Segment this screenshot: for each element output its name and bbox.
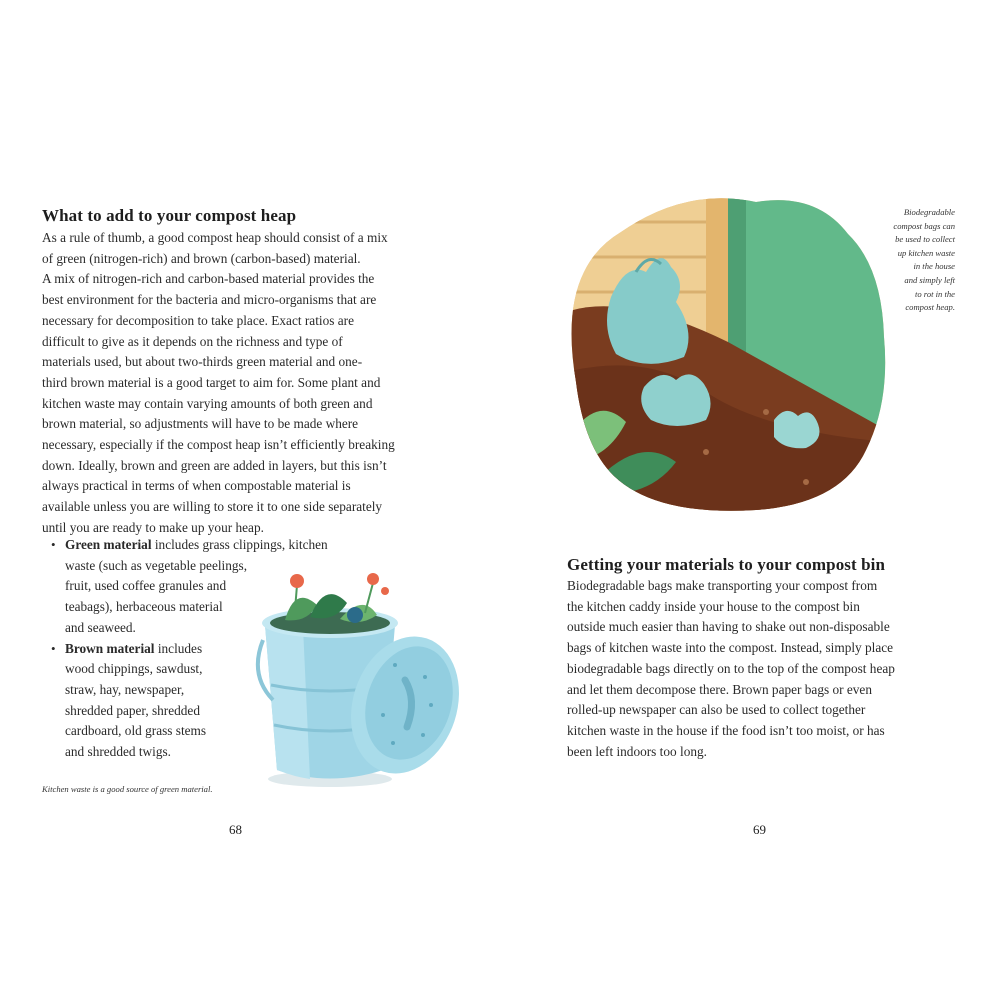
text-line: biodegradable bags directly on to the top of the compost heap [567,660,895,676]
right-page [500,0,1000,1000]
text-line: the kitchen caddy inside your house to the compost bin [567,598,860,614]
caption-line: and simply left [904,274,955,285]
body-paragraph [567,576,895,762]
text-line: down. Ideally, brown and green are added in layers, but this isn’t [42,457,387,473]
text-line: bags of kitchen waste into the compost. Instead, simply place [567,640,894,656]
text-line: Biodegradable bags make transporting your compost from [567,578,878,593]
text-line: rolled-up newspaper can also be used to collect together [567,702,866,718]
caddy-caption: Kitchen waste is a good source of green material. [42,784,213,794]
text-line: difficult to give as it depends on the richness and type of [42,333,343,349]
bullet-text: straw, hay, newspaper, [65,681,185,697]
bullet-text: and seaweed. [65,619,136,635]
compost-bags-illustration [566,192,890,516]
bullet-text: shredded paper, shredded [65,702,200,718]
caption-line: up kitchen waste [897,247,955,258]
text-line: A mix of nitrogen-rich and carbon-based material provides the [42,271,375,287]
page-number-right: 69 [753,822,766,837]
text-line: necessary, especially if the compost heap isn’t efficiently breaking [42,437,395,453]
bullet-term: Brown material [65,640,155,656]
text-line: kitchen waste may contain varying amounts of both green and [42,395,373,411]
text-line: available unless you are willing to store it to one side separately [42,499,383,515]
text-line: materials used, but about two-thirds green material and one- [42,354,363,370]
text-line: necessary for decomposition to take place. Exact ratios are [42,312,354,328]
bullet-term: Green material [65,537,152,552]
caption-line: in the house [913,261,955,272]
bullet-text: includes [154,640,203,656]
caption-line: compost heap. [905,302,955,313]
kitchen-caddy-illustration [255,565,465,790]
page-number-left: 68 [229,822,242,837]
text-line: kitchen waste in the house if the food isn’t too moist, or has [567,722,885,738]
bullet-text: waste (such as vegetable peelings, [65,557,248,573]
text-line: best environment for the bacteria and micro-organisms that are [42,292,377,308]
bags-side-caption [893,206,955,315]
intro-paragraph [42,228,395,539]
text-line: third brown material is a good target to aim for. Some plant and [42,374,381,390]
text-line: always practical in terms of when compostable material is [42,478,351,494]
section-heading: What to add to your compost heap [42,206,297,225]
bullet-text: and shredded twigs. [65,744,171,760]
text-line: As a rule of thumb, a good compost heap should consist of a mix [42,230,388,245]
text-line: outside much easier than having to shake out non-disposable [567,619,890,635]
bullet-text: cardboard, old grass stems [65,723,207,739]
text-line: of green (nitrogen-rich) and brown (carbon-based) material. [42,250,361,266]
caption-line: Biodegradable [903,207,955,217]
text-line: been left indoors too long. [567,743,707,759]
text-line: until you are ready to make up your heap. [42,519,264,535]
bullet-text: teabags), herbaceous material [65,599,223,615]
caption-line: be used to collect [895,234,955,245]
caption-line: to rot in the [914,288,955,299]
caption-line: compost bags can [893,220,955,231]
bullet-text: fruit, used coffee granules and [65,578,227,594]
bullet-text: wood chippings, sawdust, [65,661,203,677]
text-line: and let them decompose there. Brown paper bags or even [567,681,872,697]
bullet-text: includes grass clippings, kitchen [151,537,328,552]
text-line: brown material, so adjustments will have to be made where [42,416,359,432]
section-heading: Getting your materials to your compost bin [567,555,886,574]
